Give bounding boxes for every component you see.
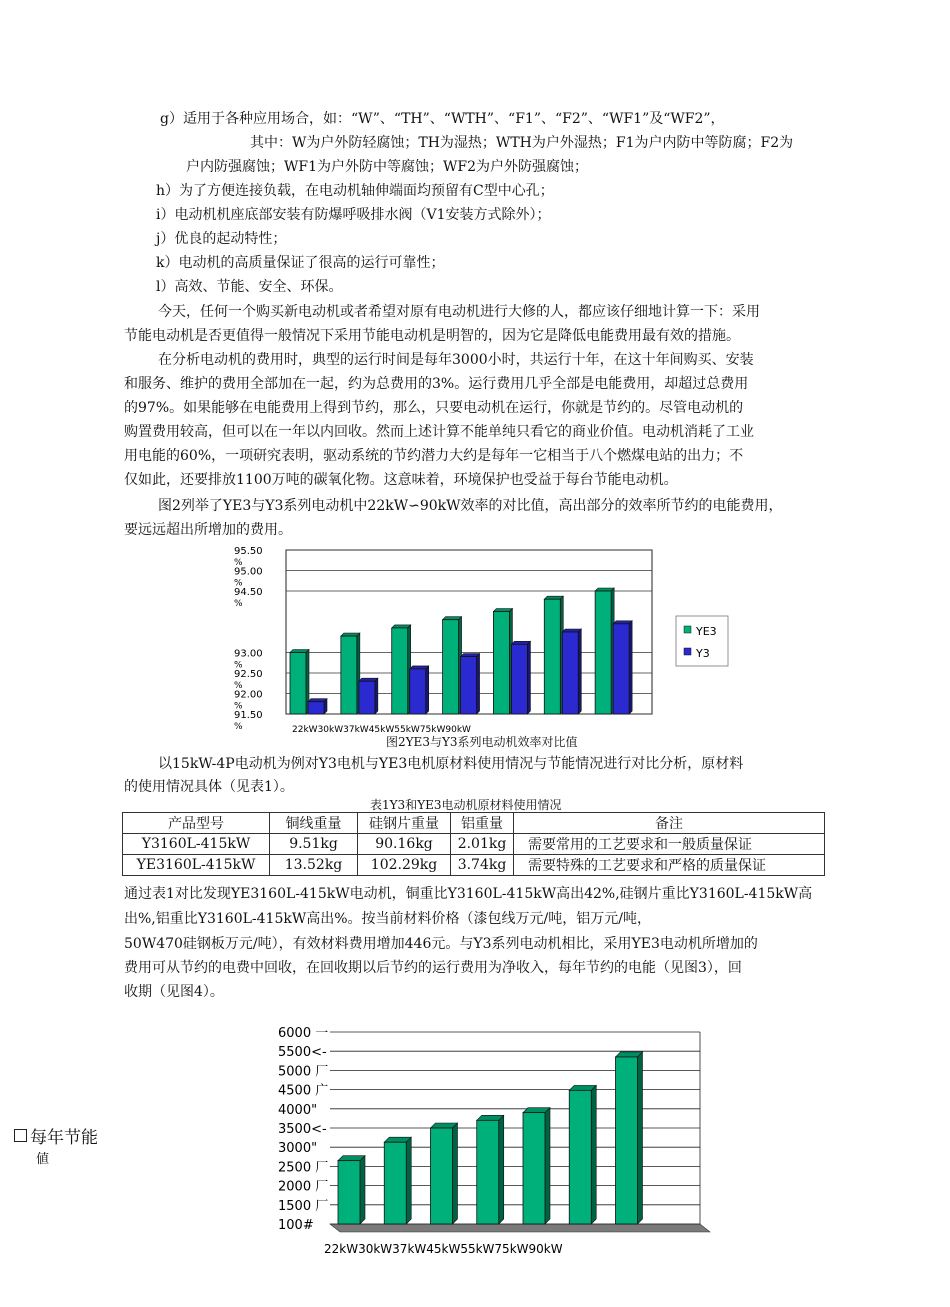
table-cell: 3.74kg — [451, 855, 514, 876]
y-tick-unit: % — [234, 722, 243, 732]
y-tick-label: 95.50 — [234, 546, 263, 557]
table-cell: 102.29kg — [358, 855, 451, 876]
bar-top — [511, 641, 530, 644]
bar — [308, 699, 327, 714]
table-cell: 2.01kg — [451, 834, 514, 855]
text-line: 50W470硅钢板万元/吨），有效材料费用增加446元。与Y3系列电动机相比，采用YE3电动机所增加的 — [124, 936, 758, 952]
bar — [544, 596, 563, 714]
bar-top — [613, 621, 632, 624]
text-line: 的97%。如果能够在电能费用上得到节约，那么，只要电动机在运行，你就是节约的。尽管电动机的 — [124, 400, 744, 416]
bar-front — [523, 1113, 545, 1224]
figure2-caption: 图2YE3与Y3系列电动机效率对比值 — [386, 735, 578, 749]
bar — [616, 1052, 643, 1224]
bar-top — [477, 1115, 504, 1120]
bar-top — [569, 1085, 596, 1090]
bar-front — [308, 702, 324, 714]
bar-top — [616, 1052, 643, 1057]
table-cell: Y3160L-415kW — [123, 834, 270, 855]
y-tick-unit: % — [234, 681, 243, 691]
y-tick-unit: % — [234, 558, 243, 568]
table-cell: 9.51kg — [270, 834, 358, 855]
y-tick-label: 4000" — [278, 1102, 318, 1118]
bar-top — [384, 1137, 411, 1142]
bar — [443, 617, 462, 714]
bar-side — [578, 629, 581, 714]
text-line: 以15kW-4P电动机为例对Y3电机与YE3电机原材料使用情况与节能情况进行对比分析，原材料 — [158, 756, 744, 772]
bar — [341, 633, 360, 714]
table-row — [123, 834, 825, 855]
bar-side — [360, 1156, 365, 1224]
bar-side — [591, 1085, 596, 1224]
y-tick-label: 92.50 — [234, 669, 263, 680]
bar-top — [410, 666, 429, 669]
bar-top — [523, 1108, 550, 1113]
text-line: 户内防强腐蚀；WF1为户外防中等腐蚀；WF2为户外防强腐蚀； — [186, 159, 589, 175]
text-line: 今天，任何一个购买新电动机或者希望对原有电动机进行大修的人，都应该仔细地计算一下：采用 — [158, 304, 760, 320]
text-line: 通过表1对比发现YE3160L-415kW电动机，铜重比Y3160L-415kW高出42%,硅钢片重比Y3160L-415kW高 — [124, 886, 813, 902]
bar-front — [616, 1057, 638, 1224]
bar-front — [511, 644, 527, 714]
y-tick-unit: % — [234, 578, 243, 589]
bar-front — [338, 1161, 360, 1224]
text-line: 用电能的60%，一项研究表明，驱动系统的节约潜力大约是每年一它相当于八个燃煤电站的出力；不 — [124, 448, 744, 464]
text-line: j）优良的起动特性； — [156, 231, 287, 247]
chart-floor — [330, 1224, 710, 1232]
bar — [290, 650, 309, 715]
bar — [562, 629, 581, 714]
text-line: l）高效、节能、安全、环保。 — [156, 279, 343, 295]
table-header: 备注 — [514, 813, 825, 834]
bar-top — [544, 596, 563, 599]
legend-swatch — [684, 648, 691, 655]
bar-side — [453, 1123, 458, 1224]
table-header: 铜线重量 — [270, 813, 358, 834]
bar — [595, 588, 614, 714]
y-tick-label: 1500 厂 — [278, 1198, 329, 1214]
bar-front — [562, 632, 578, 714]
table-cell: 90.16kg — [358, 834, 451, 855]
savings-chart — [272, 1020, 742, 1260]
bar — [431, 1123, 458, 1224]
bar-top — [341, 633, 360, 636]
y-tick-label: 3000" — [278, 1141, 318, 1157]
table-row — [123, 855, 825, 876]
y-tick-label: 2000 厂 — [278, 1179, 329, 1195]
text-line: 和服务、维护的费用全部加在一起，约为总费用的3%。运行费用几乎全部是电能费用，却超过总费用 — [124, 376, 749, 392]
savings-legend — [14, 1128, 98, 1170]
bar — [461, 654, 480, 714]
legend-swatch — [14, 1129, 27, 1142]
bar — [338, 1156, 365, 1224]
table-header: 硅钢片重量 — [358, 813, 451, 834]
text-line: 收期（见图4）。 — [124, 984, 224, 1000]
bar-top — [392, 625, 411, 628]
text-line: k）电动机的高质量保证了很高的运行可靠性； — [156, 255, 445, 271]
bar-side — [426, 666, 429, 714]
bar-front — [477, 1120, 499, 1224]
y-tick-label: 92.00 — [234, 689, 263, 701]
y-tick-unit: % — [234, 599, 243, 609]
y-tick-label: 95.00 — [234, 566, 263, 578]
table-cell: 13.52kg — [270, 855, 358, 876]
bar-front — [384, 1142, 406, 1224]
bar — [477, 1115, 504, 1224]
bar-top — [443, 617, 462, 620]
efficiency-chart — [228, 544, 728, 735]
text-line: 购置费用较高，但可以在一年以内回收。然而上述计算不能单纯只看它的商业价值。电动机消耗了工业 — [124, 424, 754, 440]
bar-front — [493, 612, 509, 715]
x-tick-labels: 22kW30kW37kW45kW55kW75kW90kW — [324, 1242, 563, 1256]
y-tick-unit: % — [234, 660, 243, 671]
chart-legend — [676, 616, 728, 666]
text-line: 仅如此，还要排放1100万吨的碳氧化物。这意味着，环境保护也受益于每台节能电动机。 — [124, 472, 678, 488]
bar — [493, 609, 512, 715]
y-tick-label: 3500<- — [278, 1122, 327, 1137]
text-line: 在分析电动机的费用时，典型的运行时间是每年3000小时，共运行十年，在这十年间购买、安装 — [158, 352, 754, 368]
text-line: 其中：W为户外防轻腐蚀；TH为湿热；WTH为户外湿热；F1为户内防中等防腐；F2为 — [250, 135, 794, 151]
bar-side — [545, 1108, 550, 1224]
bar-side — [638, 1052, 643, 1224]
text-line: 的使用情况具体（见表1）。 — [124, 779, 294, 795]
text-line: h）为了方便连接负载，在电动机轴伸端面均预留有C型中心孔； — [156, 183, 554, 199]
legend-swatch — [684, 626, 691, 633]
bar-top — [461, 654, 480, 657]
bar-front — [341, 636, 357, 714]
bar-side — [406, 1137, 411, 1224]
table-caption: 表1Y3和YE3电动机原材料使用情况 — [370, 798, 562, 812]
text-line: 费用可从节约的电费中回收，在回收期以后节约的运行费用为净收入，每年节约的电能（见图3），回 — [124, 960, 742, 976]
y-tick-label: 91.50 — [234, 710, 263, 721]
legend-label: Y3 — [696, 647, 710, 660]
bar — [392, 625, 411, 714]
bar-top — [308, 699, 327, 702]
table-header: 产品型号 — [123, 813, 270, 834]
text-line: 节能电动机是否更值得一般情况下采用节能电动机是明智的，因为它是降低电能费用最有效的措施。 — [124, 328, 740, 344]
text-line: g）适用于各种应用场合，如：“W”、“TH”、“WTH”、“F1”、“F2”、“WF1”及“WF2”， — [160, 111, 725, 127]
text-line: 出%,铝重比Y3160L-415kW高出%。按当前材料价格（漆包线万元/吨，铝万元/吨， — [124, 911, 651, 927]
y-tick-label: 94.50 — [234, 587, 263, 598]
bar-side — [499, 1115, 504, 1224]
y-tick-label: 100# — [278, 1218, 314, 1233]
bar-side — [629, 621, 632, 714]
bar-front — [431, 1128, 453, 1224]
text-line: 图2列举了YE3与Y3系列电动机中22kW∽90kW效率的对比值，高出部分的效率所节约的电能费用， — [158, 498, 783, 514]
bar-front — [595, 591, 611, 714]
bar — [569, 1085, 596, 1224]
bar-front — [613, 624, 629, 714]
bar-front — [290, 653, 306, 715]
bar-top — [359, 678, 378, 681]
y-tick-label: 4500 广 — [278, 1083, 329, 1099]
bar-side — [477, 654, 480, 714]
legend-sublabel: 値 — [36, 1152, 50, 1167]
y-tick-unit: % — [234, 701, 243, 712]
legend-label: 每年节能 — [30, 1128, 98, 1148]
bar-front — [410, 669, 426, 714]
table-header-row — [123, 813, 825, 834]
table-header: 铝重量 — [451, 813, 514, 834]
bar-side — [375, 678, 378, 714]
bar-side — [527, 641, 530, 714]
materials-table — [122, 812, 825, 876]
legend-label: YE3 — [696, 625, 717, 638]
text-line: i）电动机机座底部安装有防爆呼吸排水阀（V1安装方式除外）； — [156, 207, 551, 223]
y-tick-label: 6000 一 — [278, 1026, 329, 1041]
bar-front — [569, 1090, 591, 1224]
y-tick-label: 2500 厂 — [278, 1160, 329, 1176]
bar — [613, 621, 632, 714]
bar-front — [461, 657, 477, 714]
table-cell: 需要特殊的工艺要求和严格的质量保证 — [514, 855, 825, 876]
table-cell: YE3160L-415kW — [123, 855, 270, 876]
y-tick-label: 93.00 — [234, 648, 263, 660]
bar-top — [290, 650, 309, 653]
bar-top — [562, 629, 581, 632]
bar-front — [443, 620, 459, 714]
bar — [511, 641, 530, 714]
x-tick-labels: 22kW30kW37kW45kW55kW75kW90kW — [292, 725, 471, 735]
bar-top — [431, 1123, 458, 1128]
bar-top — [338, 1156, 365, 1161]
y-tick-label: 5500<- — [278, 1045, 327, 1061]
bar — [384, 1137, 411, 1224]
bar — [410, 666, 429, 714]
bar — [359, 678, 378, 714]
table-cell: 需要常用的工艺要求和一般质量保证 — [514, 834, 825, 855]
bar-top — [493, 609, 512, 612]
bar — [523, 1108, 550, 1224]
y-tick-label: 5000 厂 — [278, 1064, 329, 1080]
text-line: 要远远超出所增加的费用。 — [124, 522, 292, 538]
bar-front — [392, 628, 408, 714]
bar-top — [595, 588, 614, 591]
bar-front — [359, 681, 375, 714]
bar-front — [544, 599, 560, 714]
